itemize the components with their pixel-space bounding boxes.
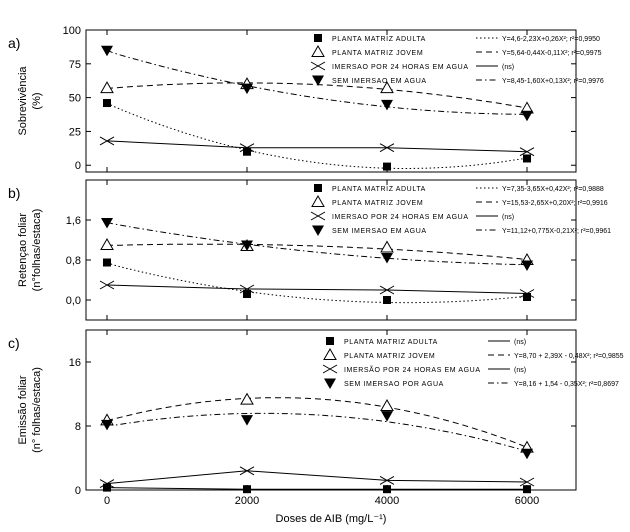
legend-equation: Y=8,45-1,60X+0,13X²; r²=0,9976 [502, 78, 604, 85]
data-point [241, 415, 253, 426]
y-axis-title: (n°folhas/estaca) [31, 208, 43, 292]
data-point [383, 163, 391, 171]
data-point [101, 82, 113, 93]
data-point [103, 99, 111, 107]
y-axis-title: Emissão foliar [17, 375, 29, 445]
legend-equation: (ns) [502, 64, 515, 71]
legend-label: SEM IMERSAO EM AGUA [332, 78, 427, 85]
legend-equation: Y=5,64-0,44X-0,11X²; r²=0,9975 [502, 50, 602, 57]
y-axis-title: (n° folhas/estaca) [31, 367, 43, 453]
x-tick-label: 2000 [234, 495, 260, 507]
legend-label: IMERSAO POR 24 HORAS EM AGUA [332, 214, 469, 221]
series-line [107, 285, 527, 294]
y-tick-label: 25 [68, 126, 81, 139]
series-4 [101, 379, 619, 460]
data-point [523, 293, 531, 301]
y-axis-title: Sobrevivência [17, 66, 29, 136]
data-point [381, 242, 393, 253]
y-tick-label: 50 [68, 92, 81, 105]
x-tick-label: 6000 [514, 495, 540, 507]
legend-label: SEM IMERSAO POR AGUA [344, 381, 444, 388]
x-axis-title: Doses de AIB (mg/L⁻¹) [275, 513, 387, 525]
legend-label: SEM IMERSAO EM AGUA [332, 228, 427, 235]
legend-marker [312, 196, 324, 207]
data-point [103, 259, 111, 267]
legend-equation: (ns) [514, 339, 527, 346]
x-tick-label: 4000 [374, 495, 400, 507]
y-tick-label: 0 [74, 160, 81, 173]
panel-b [8, 180, 611, 320]
y-axis-title: Retençao foliar [17, 213, 29, 287]
series-2 [101, 349, 624, 452]
legend-marker [311, 62, 325, 70]
panel-label: b) [8, 185, 21, 201]
data-point [101, 239, 113, 250]
legend-marker [314, 34, 322, 42]
series-line [107, 103, 527, 169]
data-point [521, 261, 533, 272]
legend-equation: Y=4,6-2,23X+0,26X²; r²=0,9950 [502, 36, 600, 43]
data-point [523, 485, 531, 493]
data-point [383, 296, 391, 304]
panel-label: a) [8, 35, 21, 51]
panel-label: c) [8, 335, 20, 351]
legend-marker [314, 184, 322, 192]
series-1 [103, 337, 531, 493]
legend-marker [324, 349, 336, 360]
legend-equation: Y=7,35-3,65X+0,42X²; r²=0,9888 [502, 186, 604, 193]
legend-label: PLANTA MATRIZ JOVEM [332, 200, 424, 207]
y-tick-label: 75 [68, 58, 81, 71]
data-point [243, 290, 251, 298]
y-tick-label: 0,8 [65, 255, 81, 267]
legend-equation: (ns) [502, 214, 515, 221]
legend-label: PLANTA MATRIZ ADULTA [344, 339, 438, 346]
legend-label: PLANTA MATRIZ JOVEM [344, 353, 436, 360]
data-point [381, 100, 393, 111]
series-line [107, 141, 527, 152]
legend-marker [323, 365, 337, 373]
data-point [521, 449, 533, 460]
y-tick-label: 1,6 [65, 215, 81, 227]
panel-a [8, 25, 604, 172]
data-point [523, 154, 531, 162]
data-point [521, 111, 533, 122]
y-tick-label: 16 [68, 357, 81, 369]
legend-label: IMERSAO POR 24 HORAS EM AGUA [332, 64, 469, 71]
series-line [107, 398, 527, 448]
series-line [107, 263, 527, 303]
y-tick-label: 100 [62, 25, 81, 37]
legend-label: PLANTA MATRIZ ADULTA [332, 36, 426, 43]
x-tick-label: 0 [103, 495, 111, 507]
series-line [107, 83, 527, 109]
data-point [243, 485, 251, 493]
data-point [383, 485, 391, 493]
legend-marker [312, 46, 324, 57]
legend-equation: Y=8,70 + 2,39X - 0,48X²; r²=0,9855 [514, 353, 624, 360]
y-axis-title: (%) [31, 92, 43, 110]
legend-equation: Y=15,53-2,65X+0,20X²; r²=0,9916 [502, 200, 608, 207]
legend-equation: Y=11,12+0,775X-0,21X²; r²=0,9961 [502, 228, 612, 235]
legend-equation: (ns) [514, 367, 527, 374]
data-point [381, 411, 393, 422]
data-point [101, 46, 113, 57]
y-tick-label: 0 [74, 485, 81, 497]
series-line [107, 471, 527, 484]
series-3 [100, 365, 534, 488]
data-point [241, 394, 253, 405]
panel-c [8, 330, 624, 525]
y-tick-label: 0,0 [65, 295, 81, 307]
legend-marker [326, 337, 334, 345]
legend-label: PLANTA MATRIZ JOVEM [332, 50, 424, 57]
legend-label: IMERSÃO POR 24 HORAS EM AGUA [344, 367, 481, 374]
legend-label: PLANTA MATRIZ ADULTA [332, 186, 426, 193]
legend-marker [311, 212, 325, 220]
y-tick-label: 8 [74, 421, 81, 433]
series-line [107, 488, 527, 490]
data-point [381, 400, 393, 411]
legend-marker [324, 379, 336, 390]
legend-equation: Y=8,16 + 1,54 - 0,35X²; r²=0,8697 [514, 381, 619, 388]
series-line [107, 413, 527, 453]
legend-marker [312, 226, 324, 237]
